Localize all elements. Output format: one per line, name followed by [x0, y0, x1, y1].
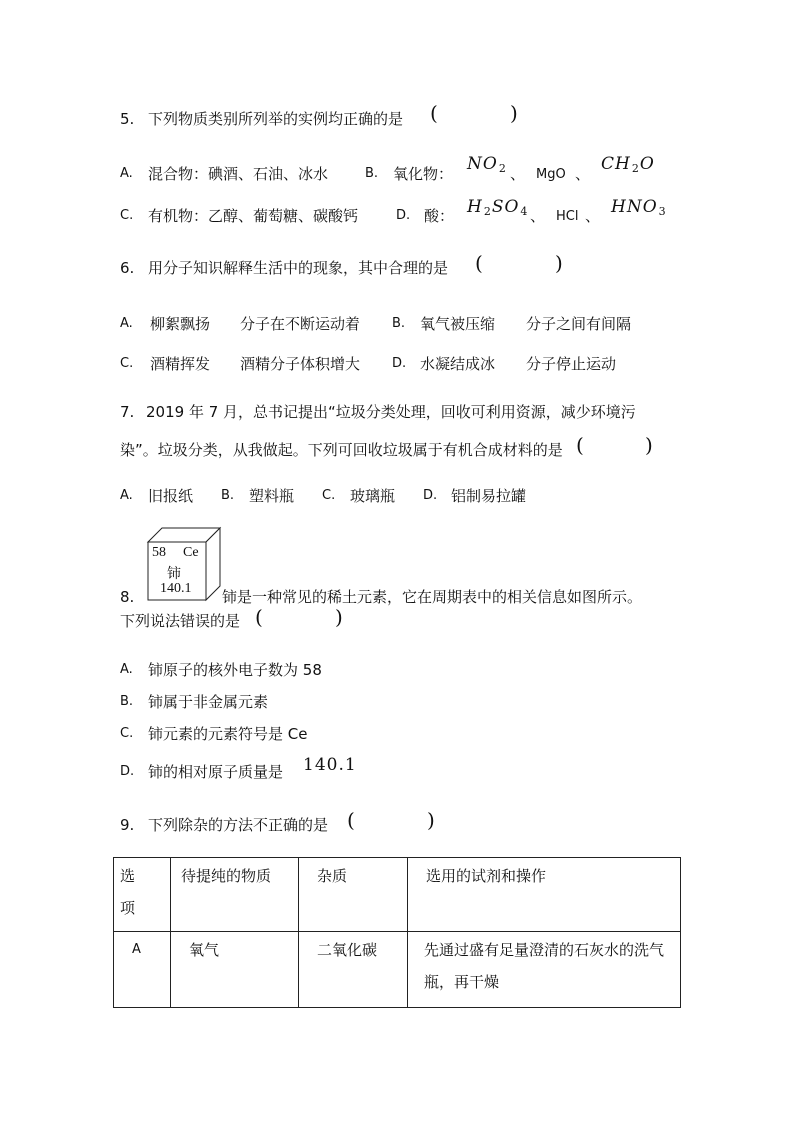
table-header-cell: 选 项 [114, 858, 171, 932]
q5-option-d-prefix: 酸： [424, 207, 455, 225]
q5-formula-h2so4: $H_2SO_4$ [467, 197, 529, 218]
q7-option-a-text: 旧报纸 [148, 487, 194, 505]
q7-option-a-label: A. [120, 488, 133, 503]
cube-element-symbol: Ce [183, 545, 199, 560]
table-cell: 二氧化碳 [299, 932, 408, 1008]
cube-atomic-mass: 140.1 [160, 581, 192, 596]
q7-option-c-label: C. [322, 488, 336, 503]
q7-number: 7. [120, 403, 135, 421]
q5-stem: 下列物质类别所列举的实例均正确的是 [148, 110, 404, 128]
table-header-cell: 选用的试剂和操作 [408, 858, 681, 932]
q8-option-b-text: 铈属于非金属元素 [148, 693, 269, 711]
q6-option-a-label: A. [120, 316, 133, 331]
table-header-cell: 杂质 [299, 858, 408, 932]
q5-separator: 、 [530, 207, 546, 225]
q6-option-b-label: B. [392, 316, 406, 331]
q8-option-a-text: 铈原子的核外电子数为 58 [148, 661, 322, 679]
q5-option-c-label: C. [120, 208, 134, 223]
q7-stem-line1: 2019 年 7 月，总书记提出“垃圾分类处理，回收可利用资源，减少环境污 [146, 403, 636, 421]
q5-formula-hno3: $HNO_3$ [611, 197, 667, 218]
q6-number: 6. [120, 259, 135, 277]
q8-option-d-value: 140.1 [303, 755, 357, 775]
q7-option-d-text: 铝制易拉罐 [451, 487, 527, 505]
impurity-removal-table [113, 857, 681, 1008]
q8-option-b-label: B. [120, 694, 134, 709]
table-row [114, 932, 681, 1008]
q9-paren-close: ) [427, 808, 435, 832]
q6-paren-open: ( [475, 251, 483, 275]
q5-paren-open: ( [430, 101, 438, 125]
q9-stem: 下列除杂的方法不正确的是 [148, 816, 329, 834]
q9-number: 9. [120, 816, 135, 834]
q6-option-d-label: D. [392, 356, 407, 371]
q5-option-d-label: D. [396, 208, 411, 223]
table-header-cell: 待提纯的物质 [171, 858, 299, 932]
q5-formula-ch2o: $CH_2O$ [601, 154, 655, 175]
q8-stem-line2: 下列说法错误的是 [120, 612, 241, 630]
q7-stem-line2: 染”。垃圾分类，从我做起。下列可回收垃圾属于有机合成材料的是 [120, 441, 563, 459]
q7-option-c-text: 玻璃瓶 [350, 487, 396, 505]
q7-paren-close: ) [645, 433, 653, 457]
table-header-row [114, 858, 681, 932]
q6-option-d-phenomenon: 水凝结成冰 [420, 355, 496, 373]
q6-option-b-phenomenon: 氧气被压缩 [420, 315, 496, 333]
q7-option-b-label: B. [221, 488, 235, 503]
q5-option-b-label: B. [365, 166, 379, 181]
q5-option-a-text: 混合物：碘酒、石油、冰水 [148, 165, 329, 183]
q6-option-c-explanation: 酒精分子体积增大 [240, 355, 361, 373]
q6-option-d-explanation: 分子停止运动 [526, 355, 617, 373]
q7-paren-open: ( [576, 433, 584, 457]
q8-option-d-label: D. [120, 764, 135, 779]
q8-stem-line1: 铈是一种常见的稀土元素，它在周期表中的相关信息如图所示。 [222, 588, 643, 606]
q8-option-d-text: 铈的相对原子质量是 [148, 763, 284, 781]
q8-paren-open: ( [255, 605, 263, 629]
q5-separator: 、 [575, 165, 591, 183]
q5-option-a-label: A. [120, 166, 133, 181]
q5-paren-close: ) [510, 101, 518, 125]
q6-paren-close: ) [555, 251, 563, 275]
q5-formula-no2: $NO_2$ [467, 154, 507, 175]
q8-option-c-label: C. [120, 726, 134, 741]
q8-option-a-label: A. [120, 662, 133, 677]
cube-atomic-number: 58 [152, 545, 166, 560]
cube-element-name: 铈 [167, 567, 181, 582]
q8-option-c-text: 铈元素的元素符号是 Ce [148, 725, 308, 743]
q5-hcl: HCl [556, 209, 579, 224]
q7-option-d-label: D. [423, 488, 438, 503]
q5-option-c-text: 有机物：乙醇、葡萄糖、碳酸钙 [148, 207, 359, 225]
q6-stem: 用分子知识解释生活中的现象，其中合理的是 [148, 259, 449, 277]
q6-option-c-phenomenon: 酒精挥发 [150, 355, 211, 373]
table-cell: A [114, 932, 171, 1008]
q7-option-b-text: 塑料瓶 [249, 487, 295, 505]
q6-option-c-label: C. [120, 356, 134, 371]
q5-mgo: MgO [536, 167, 566, 182]
q6-option-b-explanation: 分子之间有间隔 [526, 315, 632, 333]
q9-paren-open: ( [347, 808, 355, 832]
q8-number: 8. [120, 588, 135, 606]
q5-separator: 、 [585, 207, 601, 225]
table-cell: 先通过盛有足量澄清的石灰水的洗气瓶，再干燥 [408, 932, 681, 1008]
q6-option-a-explanation: 分子在不断运动着 [240, 315, 361, 333]
q5-separator: 、 [510, 165, 526, 183]
q6-option-a-phenomenon: 柳絮飘扬 [150, 315, 211, 333]
q8-paren-close: ) [335, 605, 343, 629]
table-cell: 氧气 [171, 932, 299, 1008]
q5-number: 5. [120, 110, 135, 128]
q5-option-b-prefix: 氧化物： [393, 165, 454, 183]
